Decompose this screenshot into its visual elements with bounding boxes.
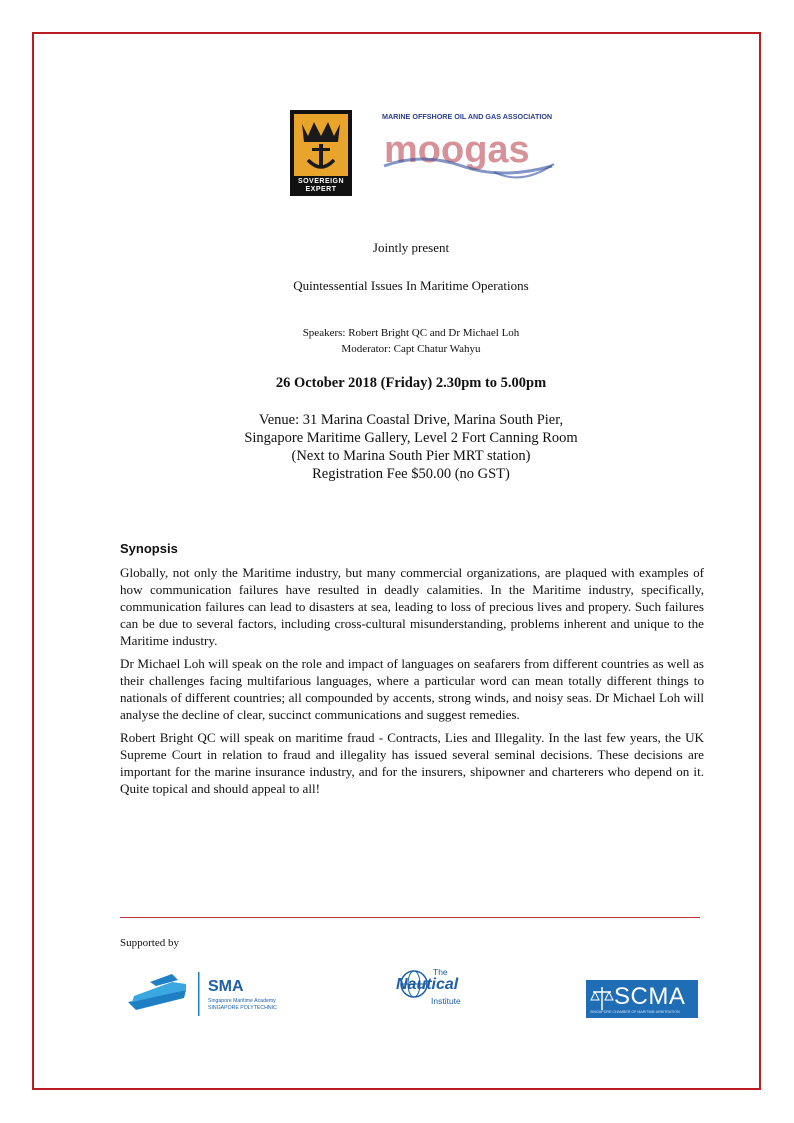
ship-icon <box>126 968 206 1020</box>
event-title: Quintessential Issues In Maritime Operations <box>293 278 529 293</box>
synopsis-paragraph: Robert Bright QC will speak on maritime fraud - Contracts, Lies and Illegality. In the last few years, the UK Supreme Court in relation to fraud and illegality has issued several seminal decisions. These decisions are important for the marine insurance industry, and for the insurers, shipowner and charterers who depend on it. Quite topical and should appeal to all! <box>120 730 704 796</box>
synopsis-section <box>120 541 704 803</box>
scma-subtitle: SINGAPORE CHAMBER OF MARITIME ARBITRATION <box>590 1010 680 1014</box>
synopsis-heading: Synopsis <box>120 541 178 556</box>
sovereign-text: SOVEREIGN <box>297 178 345 185</box>
nautical-institute-text: Institute <box>431 996 461 1006</box>
moogas-caption: MARINE OFFSHORE OIL AND GAS ASSOCIATION <box>382 112 553 121</box>
scma-logo <box>586 980 698 1018</box>
nautical-name: Nautical <box>396 976 459 993</box>
nautical-institute-logo <box>396 966 496 1012</box>
top-logos <box>290 110 570 198</box>
moogas-wordmark: moogas <box>384 129 530 171</box>
expert-text: EXPERT <box>305 186 337 193</box>
venue-line: Singapore Maritime Gallery, Level 2 Fort Canning Room <box>244 430 578 446</box>
moogas-logo <box>382 112 562 184</box>
moogas-wordmark-graphic <box>382 122 562 186</box>
speakers-line: Speakers: Robert Bright QC and Dr Michael Loh <box>302 327 520 339</box>
nautical-the: The <box>433 967 448 977</box>
sovereign-expert-logo <box>290 110 352 196</box>
venue-line: (Next to Marina South Pier MRT station) <box>291 448 531 464</box>
venue-block <box>120 411 702 483</box>
sma-subtitle-line: SINGAPORE POLYTECHNIC <box>208 1004 277 1011</box>
sma-subtitle-line: Singapore Maritime Academy <box>208 998 276 1004</box>
speakers-block <box>120 325 702 357</box>
footer-divider <box>120 917 700 918</box>
sma-name: SMA <box>208 978 244 995</box>
supported-by-label: Supported by <box>120 937 179 949</box>
sma-subtitle <box>208 998 277 1011</box>
jointly-present: Jointly present <box>372 240 450 255</box>
registration-fee: Registration Fee $50.00 (no GST) <box>312 466 510 482</box>
event-date: 26 October 2018 (Friday) 2.30pm to 5.00pm <box>275 375 547 391</box>
venue-line: Venue: 31 Marina Coastal Drive, Marina South Pier, <box>258 412 564 428</box>
moderator-line: Moderator: Capt Chatur Wahyu <box>341 343 481 355</box>
synopsis-paragraph: Globally, not only the Maritime industry, but many commercial organizations, are plaqued with examples of how communication failures have resulted in deadly calamities. In the Maritime industry, specifically, communication failures can lead to disasters at sea, leading to loss of precious lives and propery. Such failures can be due to several factors, including cross-cultural misunderstanding, problems inherent and unique to the Maritime industry. <box>120 565 704 648</box>
sma-logo <box>126 968 326 1020</box>
synopsis-paragraph: Dr Michael Loh will speak on the role and impact of languages on seafarers from different countries as well as their challenges facing multifarious languages, where a particular word can mean totally different things to nationals of different countries; all compounded by accents, strong winds, and noisy seas. Dr Michael Loh will analyse the decline of clear, succinct communications and suggest remedies. <box>120 656 704 722</box>
scma-name: SCMA <box>614 983 686 1010</box>
